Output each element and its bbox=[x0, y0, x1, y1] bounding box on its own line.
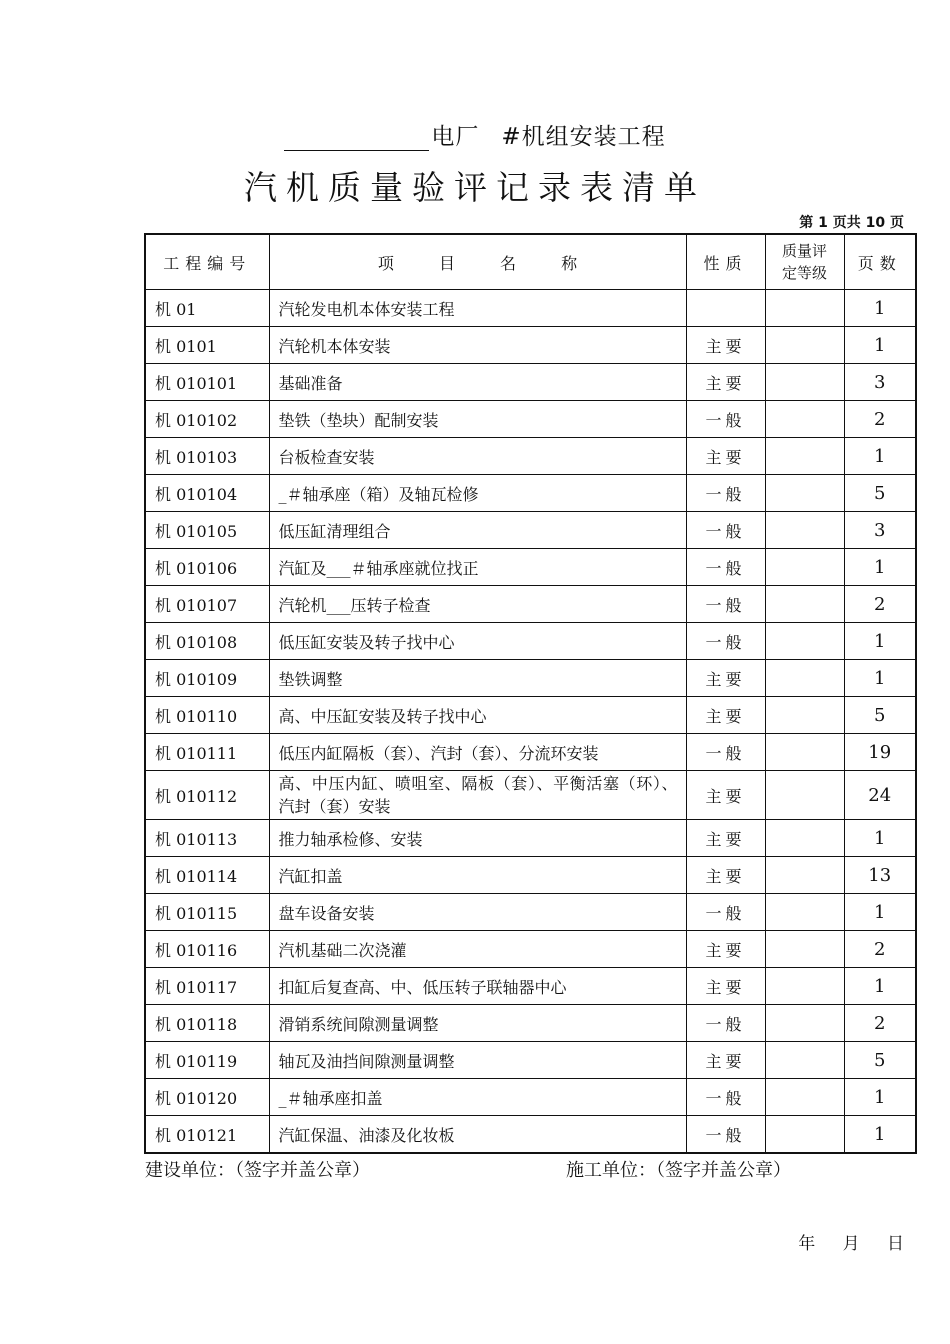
code-cell: 机 010105 bbox=[145, 512, 269, 549]
grade-cell bbox=[765, 1042, 844, 1079]
record-list-table bbox=[144, 233, 917, 1154]
nature-cell: 主要 bbox=[686, 968, 765, 1005]
code-cell: 机 010116 bbox=[145, 931, 269, 968]
name-cell: 推力轴承检修、安装 bbox=[269, 820, 686, 857]
pages-cell: 1 bbox=[844, 438, 916, 475]
page-info: 第 1 页共 10 页 bbox=[799, 215, 904, 231]
grade-cell bbox=[765, 1005, 844, 1042]
table-row bbox=[145, 931, 916, 968]
pages-cell: 2 bbox=[844, 1005, 916, 1042]
contractor-signature: 施工单位：（签字并盖公章） bbox=[566, 1160, 791, 1181]
nature-cell: 一般 bbox=[686, 1079, 765, 1116]
grade-cell bbox=[765, 820, 844, 857]
code-cell: 机 010114 bbox=[145, 857, 269, 894]
name-cell: 滑销系统间隙测量调整 bbox=[269, 1005, 686, 1042]
pages-cell: 3 bbox=[844, 364, 916, 401]
nature-cell: 一般 bbox=[686, 1116, 765, 1154]
pages-cell: 2 bbox=[844, 401, 916, 438]
code-cell: 机 010115 bbox=[145, 894, 269, 931]
pages-cell: 1 bbox=[844, 1079, 916, 1116]
table-row bbox=[145, 820, 916, 857]
grade-cell bbox=[765, 697, 844, 734]
nature-cell: 一般 bbox=[686, 512, 765, 549]
name-cell: 低压缸安装及转子找中心 bbox=[269, 623, 686, 660]
grade-cell bbox=[765, 327, 844, 364]
grade-cell bbox=[765, 623, 844, 660]
nature-cell bbox=[686, 290, 765, 327]
code-cell: 机 0101 bbox=[145, 327, 269, 364]
table-row bbox=[145, 364, 916, 401]
grade-cell bbox=[765, 364, 844, 401]
column-header-nature: 性质 bbox=[686, 234, 765, 290]
grade-cell bbox=[765, 771, 844, 820]
table-row bbox=[145, 1116, 916, 1154]
table-row bbox=[145, 438, 916, 475]
table-header-row bbox=[145, 234, 916, 290]
column-header-code: 工程编号 bbox=[145, 234, 269, 290]
name-cell: 垫铁调整 bbox=[269, 660, 686, 697]
name-cell: 低压内缸隔板（套）、汽封（套）、分流环安装 bbox=[269, 734, 686, 771]
code-cell: 机 010110 bbox=[145, 697, 269, 734]
table-row bbox=[145, 697, 916, 734]
pages-cell: 1 bbox=[844, 820, 916, 857]
code-cell: 机 010120 bbox=[145, 1079, 269, 1116]
grade-cell bbox=[765, 290, 844, 327]
name-cell: 汽缸及___＃轴承座就位找正 bbox=[269, 549, 686, 586]
code-cell: 机 010106 bbox=[145, 549, 269, 586]
nature-cell: 一般 bbox=[686, 586, 765, 623]
name-cell: _＃轴承座（箱）及轴瓦检修 bbox=[269, 475, 686, 512]
table-row bbox=[145, 623, 916, 660]
name-cell: 低压缸清理组合 bbox=[269, 512, 686, 549]
code-cell: 机 010102 bbox=[145, 401, 269, 438]
grade-cell bbox=[765, 549, 844, 586]
pages-cell: 1 bbox=[844, 290, 916, 327]
grade-cell bbox=[765, 586, 844, 623]
code-cell: 机 01 bbox=[145, 290, 269, 327]
nature-cell: 一般 bbox=[686, 734, 765, 771]
pages-cell: 1 bbox=[844, 968, 916, 1005]
name-cell: 轴瓦及油挡间隙测量调整 bbox=[269, 1042, 686, 1079]
nature-cell: 一般 bbox=[686, 894, 765, 931]
table-row bbox=[145, 586, 916, 623]
grade-cell bbox=[765, 1079, 844, 1116]
pages-cell: 1 bbox=[844, 623, 916, 660]
project-heading bbox=[0, 118, 950, 151]
pages-cell: 3 bbox=[844, 512, 916, 549]
code-cell: 机 010113 bbox=[145, 820, 269, 857]
column-header-name: 项 目 名 称 bbox=[269, 234, 686, 290]
code-cell: 机 010118 bbox=[145, 1005, 269, 1042]
table-row bbox=[145, 1079, 916, 1116]
nature-cell: 主要 bbox=[686, 931, 765, 968]
column-header-pages: 页数 bbox=[844, 234, 916, 290]
code-cell: 机 010103 bbox=[145, 438, 269, 475]
pages-cell: 1 bbox=[844, 660, 916, 697]
pages-cell: 1 bbox=[844, 894, 916, 931]
code-cell: 机 010109 bbox=[145, 660, 269, 697]
name-cell: 汽轮发电机本体安装工程 bbox=[269, 290, 686, 327]
code-cell: 机 010111 bbox=[145, 734, 269, 771]
code-cell: 机 010101 bbox=[145, 364, 269, 401]
pages-cell: 13 bbox=[844, 857, 916, 894]
code-cell: 机 010104 bbox=[145, 475, 269, 512]
nature-cell: 主要 bbox=[686, 364, 765, 401]
name-cell: 高、中压缸安装及转子找中心 bbox=[269, 697, 686, 734]
pages-cell: 1 bbox=[844, 327, 916, 364]
pages-cell: 1 bbox=[844, 1116, 916, 1154]
table-row bbox=[145, 327, 916, 364]
table-row bbox=[145, 894, 916, 931]
nature-cell: 主要 bbox=[686, 327, 765, 364]
grade-cell bbox=[765, 401, 844, 438]
pages-cell: 1 bbox=[844, 549, 916, 586]
nature-cell: 主要 bbox=[686, 438, 765, 475]
nature-cell: 主要 bbox=[686, 820, 765, 857]
pages-cell: 19 bbox=[844, 734, 916, 771]
grade-cell bbox=[765, 475, 844, 512]
table-row bbox=[145, 734, 916, 771]
table-row bbox=[145, 857, 916, 894]
grade-cell bbox=[765, 1116, 844, 1154]
nature-cell: 一般 bbox=[686, 623, 765, 660]
code-cell: 机 010119 bbox=[145, 1042, 269, 1079]
table-row bbox=[145, 1042, 916, 1079]
code-cell: 机 010112 bbox=[145, 771, 269, 820]
code-cell: 机 010121 bbox=[145, 1116, 269, 1154]
name-cell: 汽轮机本体安装 bbox=[269, 327, 686, 364]
nature-cell: 主要 bbox=[686, 697, 765, 734]
document-title: 汽机质量验评记录表清单 bbox=[244, 168, 706, 207]
name-cell: 垫铁（垫块）配制安装 bbox=[269, 401, 686, 438]
code-cell: 机 010107 bbox=[145, 586, 269, 623]
grade-cell bbox=[765, 931, 844, 968]
grade-cell bbox=[765, 894, 844, 931]
name-cell: 基础准备 bbox=[269, 364, 686, 401]
name-cell: _＃轴承座扣盖 bbox=[269, 1079, 686, 1116]
plant-suffix: 电厂 bbox=[431, 124, 480, 150]
nature-cell: 一般 bbox=[686, 549, 765, 586]
nature-cell: 主要 bbox=[686, 771, 765, 820]
grade-cell bbox=[765, 438, 844, 475]
pages-cell: 2 bbox=[844, 586, 916, 623]
grade-cell bbox=[765, 660, 844, 697]
pages-cell: 2 bbox=[844, 931, 916, 968]
builder-signature: 建设单位：（签字并盖公章） bbox=[145, 1160, 370, 1181]
table-row bbox=[145, 475, 916, 512]
nature-cell: 主要 bbox=[686, 857, 765, 894]
column-header-grade: 质量评定等级 bbox=[765, 234, 844, 290]
nature-cell: 一般 bbox=[686, 475, 765, 512]
table-row bbox=[145, 290, 916, 327]
name-cell: 盘车设备安装 bbox=[269, 894, 686, 931]
name-cell: 汽缸保温、油漆及化妆板 bbox=[269, 1116, 686, 1154]
nature-cell: 一般 bbox=[686, 401, 765, 438]
grade-cell bbox=[765, 968, 844, 1005]
pages-cell: 24 bbox=[844, 771, 916, 820]
grade-cell bbox=[765, 734, 844, 771]
code-cell: 机 010108 bbox=[145, 623, 269, 660]
grade-cell bbox=[765, 512, 844, 549]
table-row bbox=[145, 401, 916, 438]
name-cell: 汽机基础二次浇灌 bbox=[269, 931, 686, 968]
name-cell: 扣缸后复查高、中、低压转子联轴器中心 bbox=[269, 968, 686, 1005]
name-cell: 汽缸扣盖 bbox=[269, 857, 686, 894]
code-cell: 机 010117 bbox=[145, 968, 269, 1005]
table-row bbox=[145, 968, 916, 1005]
plant-name-blank bbox=[284, 124, 429, 151]
name-cell: 台板检查安装 bbox=[269, 438, 686, 475]
grade-cell bbox=[765, 857, 844, 894]
name-cell: 汽轮机___压转子检查 bbox=[269, 586, 686, 623]
table-row bbox=[145, 660, 916, 697]
unit-text: #机组安装工程 bbox=[501, 124, 666, 150]
nature-cell: 一般 bbox=[686, 1005, 765, 1042]
nature-cell: 主要 bbox=[686, 660, 765, 697]
table-row bbox=[145, 512, 916, 549]
name-cell: 高、中压内缸、喷咀室、隔板（套）、平衡活塞（环）、汽封（套）安装 bbox=[269, 771, 686, 820]
table-row bbox=[145, 549, 916, 586]
date-line: 年 月 日 bbox=[798, 1234, 904, 1254]
pages-cell: 5 bbox=[844, 697, 916, 734]
pages-cell: 5 bbox=[844, 1042, 916, 1079]
table-row bbox=[145, 1005, 916, 1042]
table-row bbox=[145, 771, 916, 820]
nature-cell: 主要 bbox=[686, 1042, 765, 1079]
pages-cell: 5 bbox=[844, 475, 916, 512]
